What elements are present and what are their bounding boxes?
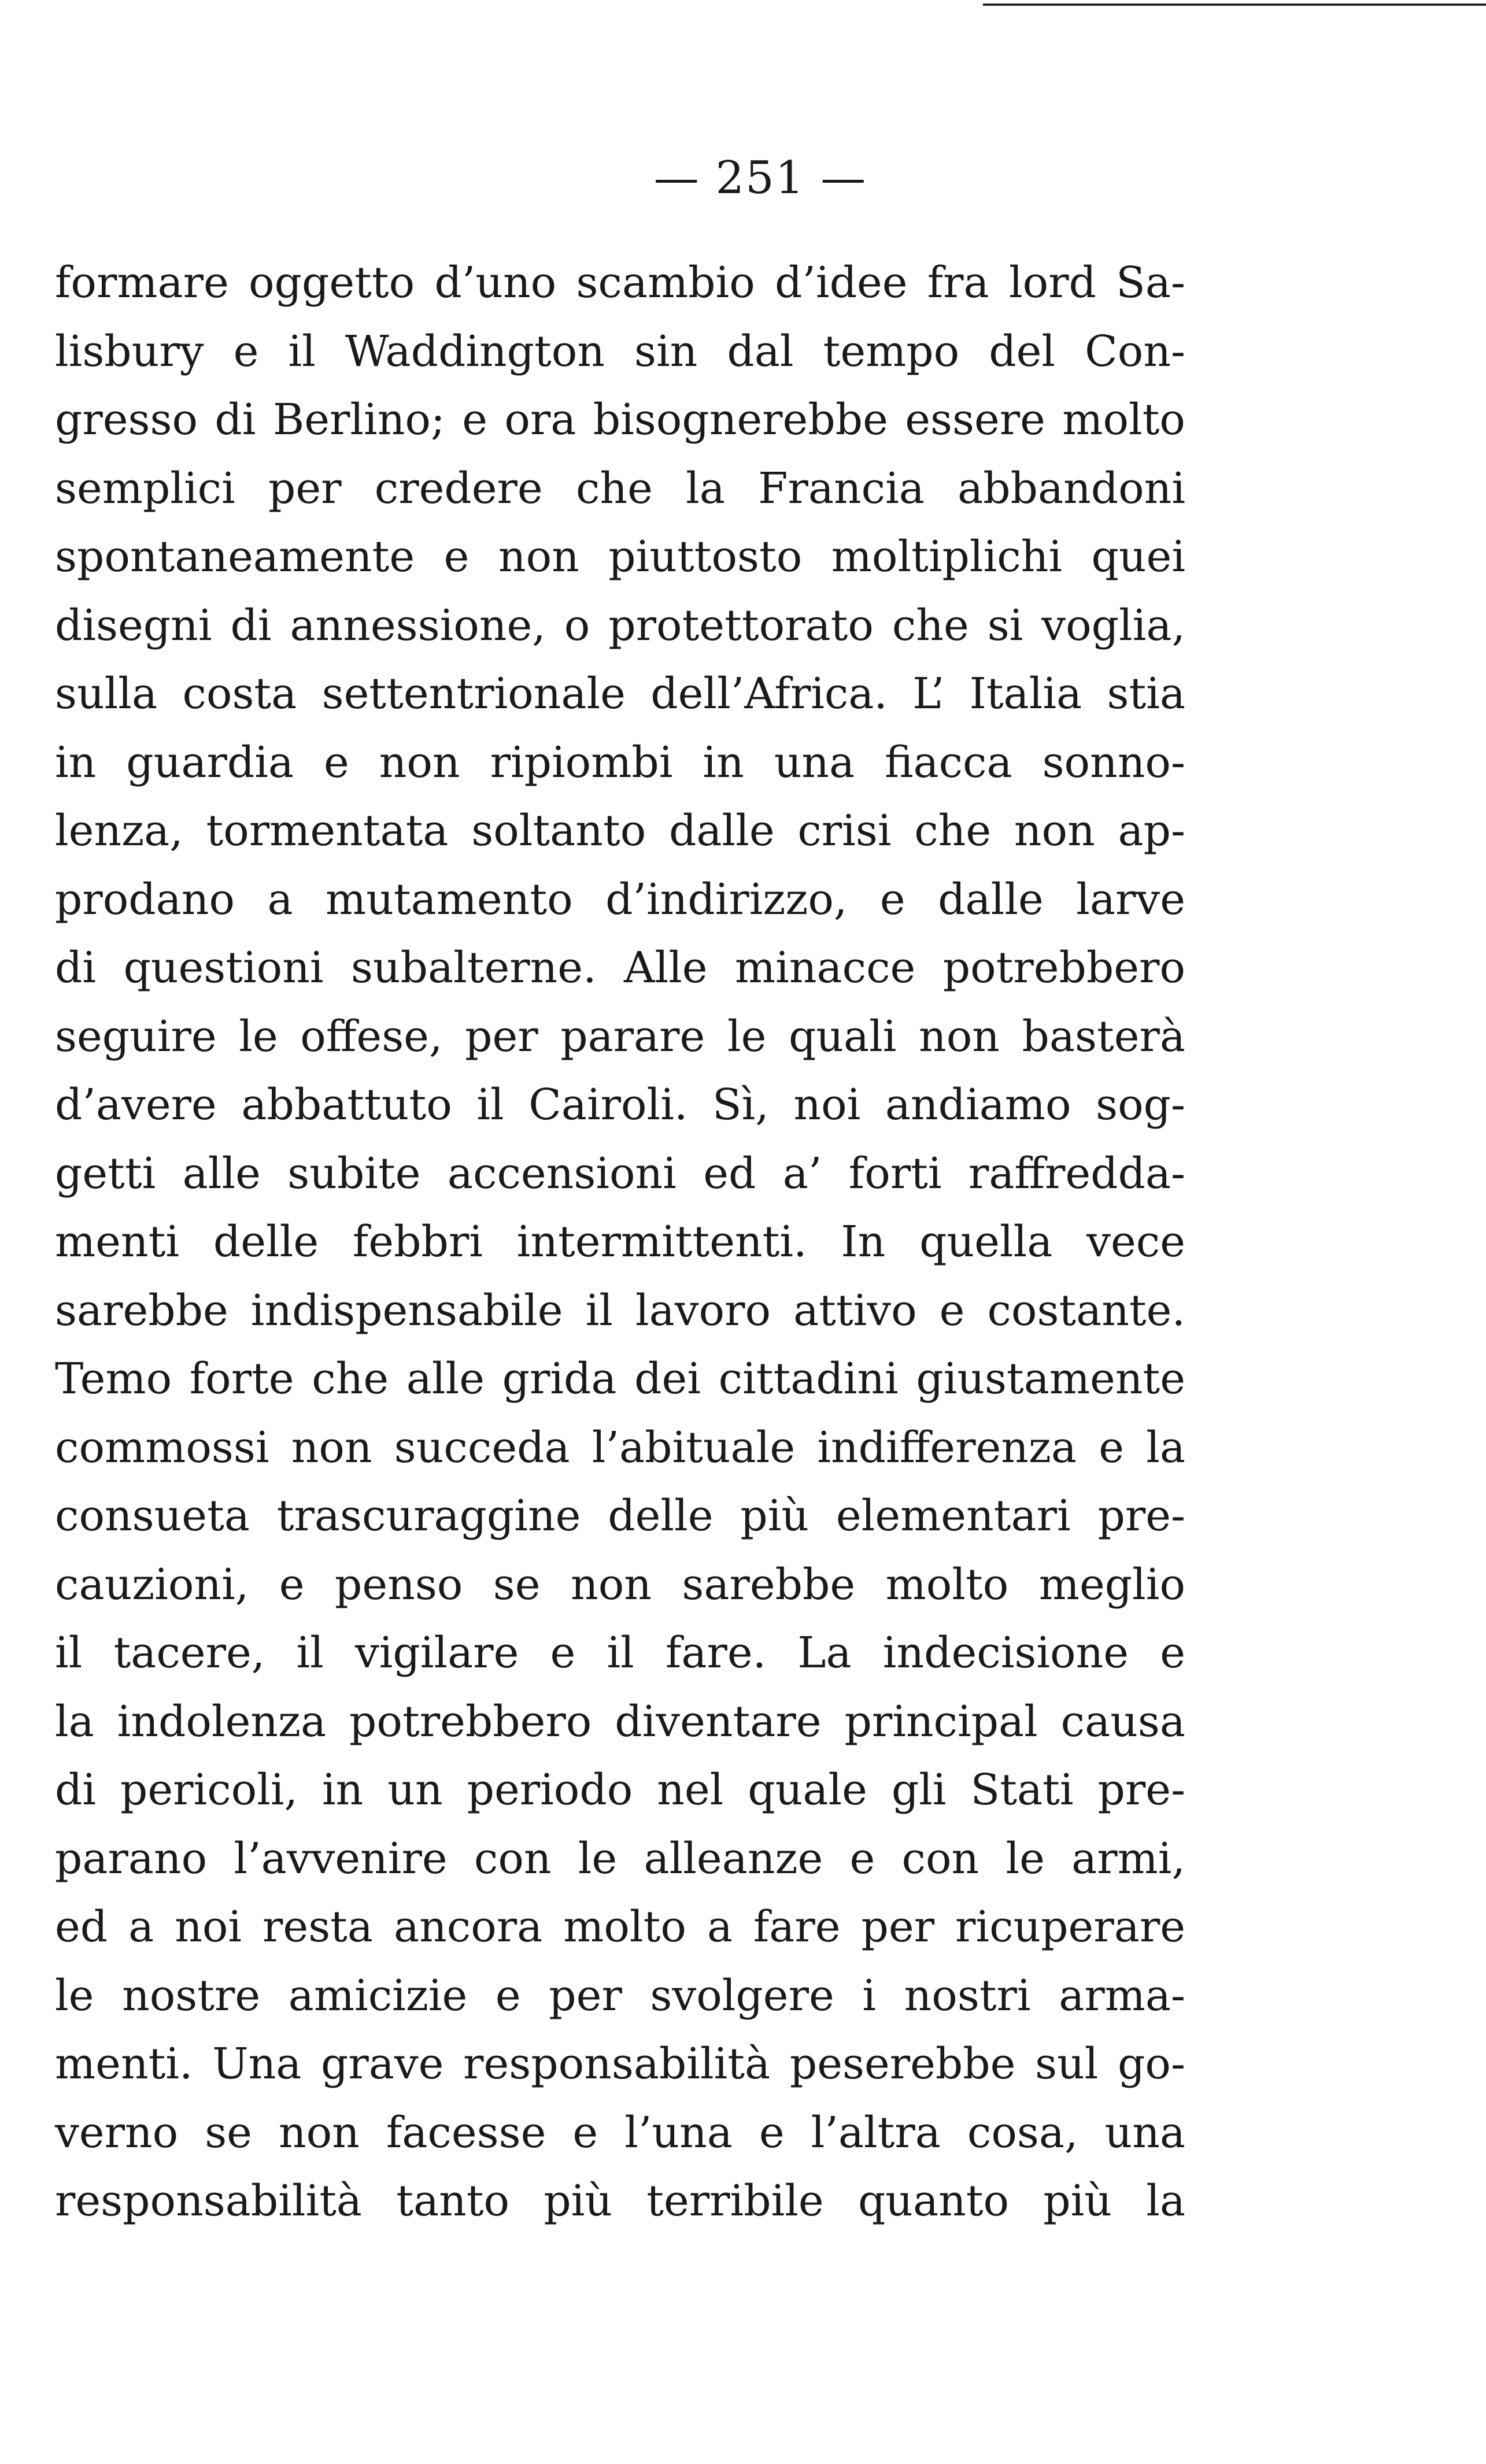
body-text (55, 249, 1185, 2236)
text-line: le nostre amicizie e per svolgere i nostri arma- (55, 1970, 1185, 2021)
text-line: verno se non facesse e l’una e l’altra cosa, una (55, 2107, 1185, 2158)
text-line: lisbury e il Waddington sin dal tempo del Con- (55, 326, 1185, 376)
text-line: parano l’avvenire con le alleanze e con le armi, (55, 1833, 1185, 1884)
text-line: formare oggetto d’uno scambio d’idee fra lord Sa- (55, 258, 1185, 308)
text-line: prodano a mutamento d’indirizzo, e dalle larve (55, 874, 1185, 924)
text-line: la indolenza potrebbero diventare principal causa (55, 1696, 1185, 1747)
top-border-rule (983, 3, 1486, 6)
text-line: di pericoli, in un periodo nel quale gli Stati pre- (55, 1765, 1185, 1815)
text-line: spontaneamente e non piuttosto moltiplichi quei (55, 532, 1185, 582)
text-line: disegni di annessione, o protettorato che si voglia, (55, 600, 1185, 650)
text-line: d’avere abbattuto il Cairoli. Sì, noi andiamo sog- (55, 1080, 1185, 1130)
text-line: menti delle febbri intermittenti. In quella vece (55, 1217, 1185, 1267)
text-line: sulla costa settentrionale dell’Africa. L’ Italia stia (55, 669, 1185, 719)
text-line: gresso di Berlino; e ora bisognerebbe essere molto (55, 395, 1185, 445)
text-line: lenza, tormentata soltanto dalle crisi che non ap- (55, 806, 1185, 856)
text-line: consueta trascuraggine delle più elementari pre- (55, 1491, 1185, 1541)
text-line: commossi non succeda l’abituale indifferenza e la (55, 1422, 1185, 1473)
text-line: menti. Una grave responsabilità peserebbe sul go- (55, 2039, 1185, 2089)
text-line: in guardia e non ripiombi in una fiacca sonno- (55, 737, 1185, 787)
text-line: getti alle subite accensioni ed a’ forti raffredda- (55, 1148, 1185, 1198)
text-line: semplici per credere che la Francia abbandoni (55, 463, 1185, 513)
text-line: sarebbe indispensabile il lavoro attivo e costante. (55, 1285, 1185, 1335)
text-line: ed a noi resta ancora molto a fare per ricuperare (55, 1902, 1185, 1952)
text-line: di questioni subalterne. Alle minacce potrebbero (55, 943, 1185, 993)
page-number: — 251 — (653, 152, 867, 204)
text-line: il tacere, il vigilare e il fare. La indecisione e (55, 1628, 1185, 1678)
text-line: Temo forte che alle grida dei cittadini giustamente (55, 1354, 1185, 1404)
text-line: responsabilità tanto più terribile quanto più la (55, 2176, 1185, 2226)
text-line: seguire le offese, per parare le quali non basterà (55, 1011, 1185, 1061)
text-line: cauzioni, e penso se non sarebbe molto meglio (55, 1559, 1185, 1610)
